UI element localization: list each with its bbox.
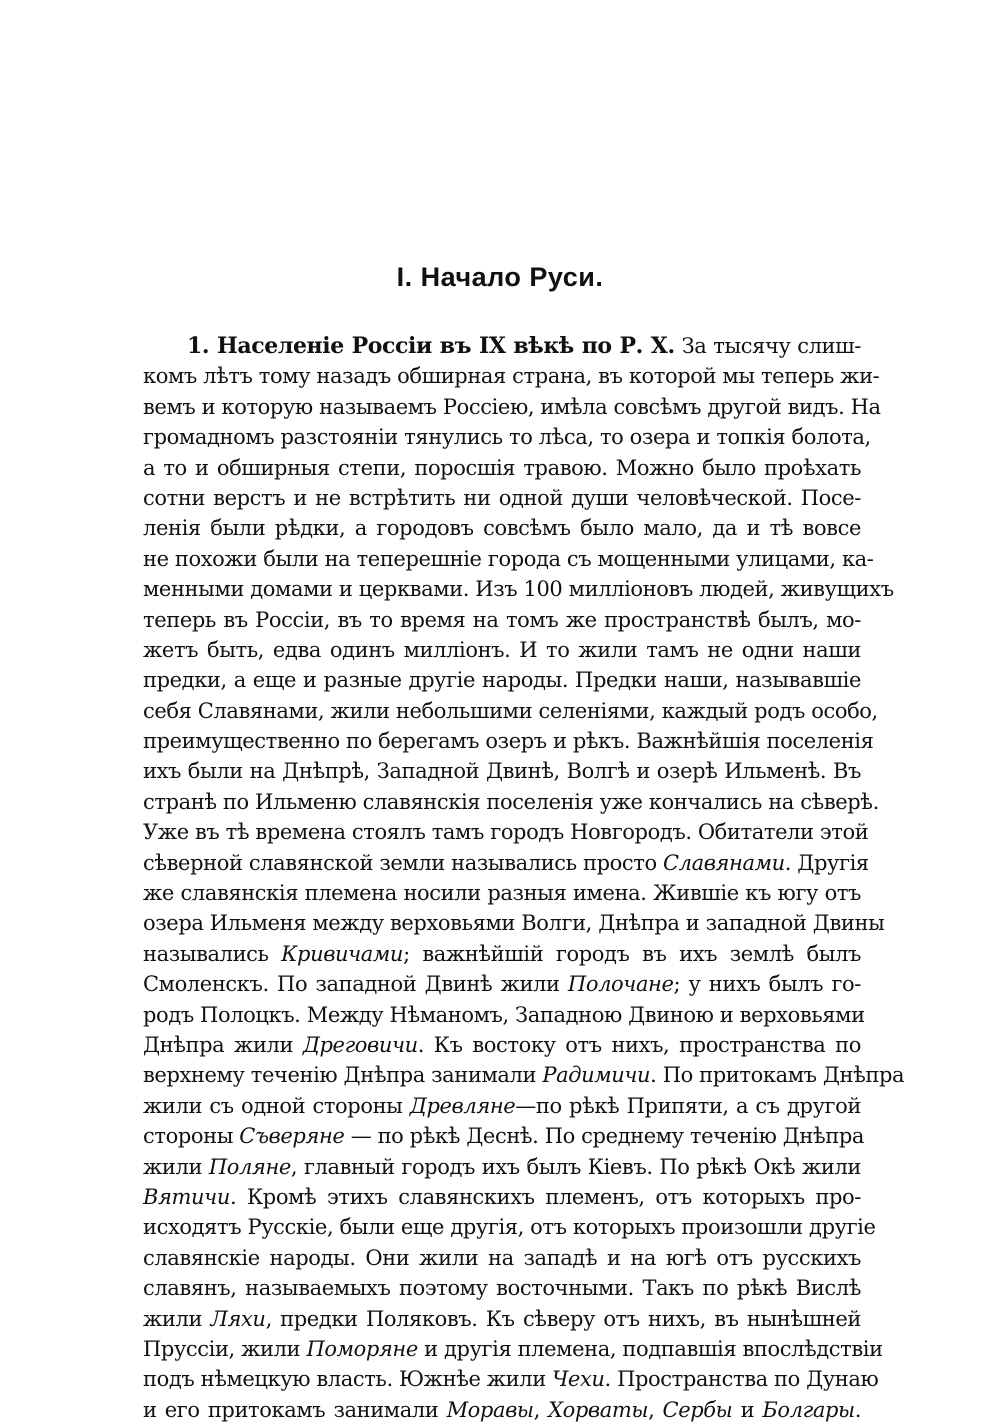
text-line: [143, 605, 861, 635]
text-line: [143, 574, 894, 604]
text-run: ; у нихъ былъ го-: [673, 972, 861, 997]
text-run: громадномъ разстояніи тянулись то лѣса, то озера и топкія болота,: [143, 425, 871, 450]
text-run: Пруссіи, жили: [143, 1336, 307, 1361]
text-line: [143, 817, 869, 847]
section-heading: 1. Населеніе Россіи въ IX вѣкѣ по Р. Х.: [187, 333, 675, 359]
section-text: [143, 331, 905, 1425]
italic-term: Древляне: [409, 1093, 516, 1118]
text-line: [143, 453, 861, 483]
text-run: теперь въ Россіи, въ то время на томъ же пространствѣ былъ, мо-: [143, 607, 861, 632]
italic-term: Кривичами: [281, 941, 404, 966]
italic-term: Сербы: [662, 1397, 733, 1422]
text-run: странѣ по Ильменю славянскія поселенія уже кончались на сѣверѣ.: [143, 789, 879, 814]
text-line: [143, 422, 871, 452]
text-line: [143, 756, 861, 786]
text-run: родъ Полоцкъ. Между Нѣманомъ, Западною Двиною и верховьями: [143, 1002, 865, 1027]
text-run: . Къ востоку отъ нихъ, пространства по: [417, 1032, 861, 1057]
text-run: . Другія: [784, 850, 869, 875]
text-run: озера Ильменя между верховьями Волги, Днѣпра и западной Двины: [143, 911, 885, 936]
text-line: [143, 1060, 905, 1090]
text-run: себя Славянами, жили небольшими селеніями, каждый родъ особо,: [143, 698, 878, 723]
italic-term: Полочане: [567, 972, 674, 997]
text-line: [143, 969, 861, 999]
text-line: [143, 665, 861, 695]
text-run: ,: [648, 1397, 663, 1422]
text-line: [143, 726, 874, 756]
text-run: подъ нѣмецкую власть. Южнѣе жили: [143, 1367, 553, 1392]
text-line: [143, 1364, 879, 1394]
text-line: [143, 1212, 876, 1242]
text-run: . Пространства по Дунаю: [604, 1367, 879, 1392]
text-line: [143, 1091, 861, 1121]
italic-term: Поморяне: [306, 1336, 418, 1361]
text-line: [143, 1000, 865, 1030]
text-line: [143, 848, 869, 878]
text-line: [143, 696, 878, 726]
italic-term: Радимичи: [542, 1063, 651, 1088]
text-line: [143, 544, 874, 574]
text-run: комъ лѣтъ тому назадъ обширная страна, въ которой мы теперь жи-: [143, 364, 880, 389]
text-run: сотни верстъ и не встрѣтить ни одной души человѣческой. Посе-: [143, 485, 861, 510]
italic-term: Славянами: [662, 850, 785, 875]
text-run: Смоленскъ. По западной Двинѣ жили: [143, 972, 568, 997]
text-line: [143, 1304, 861, 1334]
text-run: стороны: [143, 1124, 240, 1149]
text-run: и его притокамъ занимали: [143, 1397, 447, 1422]
text-line: [143, 1121, 865, 1151]
text-line: [143, 939, 861, 969]
text-run: исходятъ Русскіе, были еще другія, отъ которыхъ произошли другіе: [143, 1215, 876, 1240]
text-run: ; важнѣйшій городъ въ ихъ землѣ былъ: [403, 941, 861, 966]
text-run: , главный городъ ихъ былъ Кіевъ. По рѣкѣ Окѣ жили: [290, 1154, 861, 1179]
text-run: , предки Поляковъ. Къ сѣверу отъ нихъ, въ нынѣшней: [265, 1306, 862, 1331]
text-run: жили: [143, 1154, 209, 1179]
text-line: [143, 1243, 861, 1273]
text-run: . По притокамъ Днѣпра: [650, 1063, 905, 1088]
text-run: . Кромѣ этихъ славянскихъ племенъ, отъ которыхъ про-: [229, 1184, 861, 1209]
text-line: [143, 1182, 861, 1212]
text-run: славянскіе народы. Они жили на западѣ и на югѣ отъ русскихъ: [143, 1245, 861, 1270]
text-line: [143, 878, 861, 908]
italic-term: Чехи: [552, 1367, 605, 1392]
text-run: не похожи были на теперешніе города съ мощенными улицами, ка-: [143, 546, 874, 571]
text-line: [143, 1030, 861, 1060]
italic-term: Хорваты: [548, 1397, 649, 1422]
italic-term: Вятичи: [143, 1184, 230, 1209]
italic-term: Моравы: [446, 1397, 534, 1422]
text-run: ,: [533, 1397, 549, 1422]
text-run: верхнему теченію Днѣпра занимали: [143, 1063, 543, 1088]
text-run: и: [732, 1397, 763, 1422]
text-run: —по рѣкѣ Припяти, а съ другой: [515, 1093, 861, 1118]
text-run: предки, а еще и разные другіе народы. Предки наши, называвшіе: [143, 668, 861, 693]
text-run: а то и обширныя степи, поросшія травою. Можно было проѣхать: [143, 455, 861, 480]
text-line: [143, 1152, 861, 1182]
text-run: жили съ одной стороны: [143, 1093, 410, 1118]
text-run: и другія племена, подпавшія впослѣдствіи: [417, 1336, 883, 1361]
italic-term: Болгары: [762, 1397, 855, 1422]
text-line: [143, 483, 861, 513]
text-run: менными домами и церквами. Изъ 100 милліоновъ людей, живущихъ: [143, 577, 894, 602]
text-run: назывались: [143, 941, 282, 966]
text-line: [143, 331, 861, 361]
text-line: [143, 1395, 861, 1425]
text-run: За тысячу слиш-: [681, 334, 861, 358]
italic-term: Ляхи: [210, 1306, 266, 1331]
text-run: — по рѣкѣ Деснѣ. По среднему теченію Днѣпра: [344, 1124, 865, 1149]
text-run: славянъ, называемыхъ поэтому восточными. Такъ по рѣкѣ Вислѣ: [143, 1276, 861, 1301]
italic-term: Съверяне: [239, 1124, 345, 1149]
text-run: ленія были рѣдки, а городовъ совсѣмъ было мало, да и тѣ вовсе: [143, 516, 861, 541]
text-run: сѣверной славянской земли назывались просто: [143, 850, 663, 875]
text-run: вемъ и которую называемъ Россіею, имѣла совсѣмъ другой видъ. На: [143, 394, 881, 419]
text-run: жили: [143, 1306, 211, 1331]
text-line: [143, 392, 881, 422]
text-run: ихъ были на Днѣпрѣ, Западной Двинѣ, Волгѣ и озерѣ Ильменѣ. Въ: [143, 759, 861, 784]
text-run: преимущественно по берегамъ озеръ и рѣкъ. Важнѣйшія поселенія: [143, 729, 874, 754]
text-run: Уже въ тѣ времена стоялъ тамъ городъ Новгородъ. Обитатели этой: [143, 820, 869, 845]
text-line: [143, 908, 885, 938]
text-run: жетъ быть, едва одинъ милліонъ. И то жили тамъ не одни наши: [143, 637, 861, 662]
text-run: Днѣпра жили: [143, 1032, 303, 1057]
italic-term: Дреговичи: [302, 1032, 418, 1057]
text-line: [143, 513, 861, 543]
text-line: [143, 1273, 861, 1303]
text-run: же славянскія племена носили разныя имена. Жившіе къ югу отъ: [143, 881, 861, 906]
text-line: [143, 1334, 883, 1364]
italic-term: Поляне: [208, 1154, 291, 1179]
text-line: [143, 361, 880, 391]
text-line: [143, 787, 879, 817]
text-run: .: [854, 1397, 861, 1422]
chapter-title: I. Начало Руси.: [396, 262, 604, 292]
text-line: [143, 635, 861, 665]
